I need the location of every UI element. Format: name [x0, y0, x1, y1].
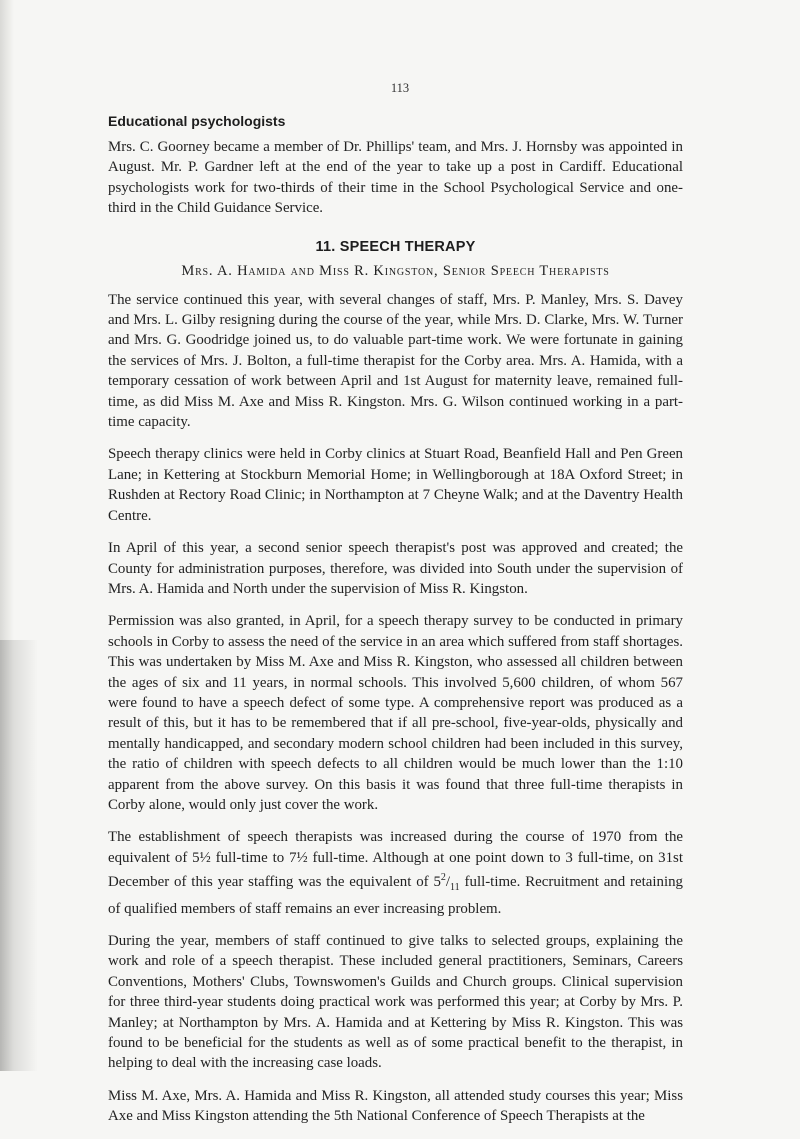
fraction-numerator: 2	[440, 872, 446, 884]
establishment-text-1: The establishment of speech therapists was increased during the course of 1970 from the equivalent of 5	[108, 829, 683, 866]
paragraph-establishment	[108, 827, 683, 919]
fraction-half-1: ½	[199, 849, 211, 866]
paragraph-clinics: Speech therapy clinics were held in Corby clinics at Stuart Road, Beanfield Hall and Pen Green Lane; in Kettering at Stockburn Memorial Home; in Wellingborough at 18A Oxford Street; in Rushden at Rectory Road Clinic; in Northampton at 7 Cheyne Walk; and at the Daventry Health Centre.	[108, 446, 683, 524]
section-heading: Educational psychologists	[108, 113, 286, 129]
paragraph-educational-psychologists: Mrs. C. Goorney became a member of Dr. Phillips' team, and Mrs. J. Hornsby was appointed in August. Mr. P. Gardner left at the end of the year to take up a post in Cardiff. Educational psychologists work for two-thirds of their time in the School Psychological Service and one-third in the Child Guidance Service.	[108, 139, 683, 217]
establishment-text-4: full-time. Recruitment and retaining of qualified members of staff remains an ever increasing problem.	[108, 874, 683, 917]
page-number: 113	[390, 81, 410, 95]
paragraph-second-senior-post: In April of this year, a second senior speech therapist's post was approved and created; the County for administration purposes, therefore, was divided into South under the supervision of Mrs. A. Hamida and North under the supervision of Miss R. Kingston.	[108, 540, 683, 597]
paragraph-staff-changes: The service continued this year, with several changes of staff, Mrs. P. Manley, Mrs. S. Davey and Mrs. L. Gilby resigning during the course of the year, while Mrs. D. Clarke, Mrs. W. Turner and Mrs. G. Goodridge joined us, to do valuable part-time work. We were fortunate in gaining the services of Mrs. J. Bolton, a full-time therapist for the Corby area. Mrs. A. Hamida, with a temporary cessation of work between April and 1st August for maternity leave, remained full-time, as did Miss M. Axe and Miss R. Kingston. Mrs. G. Wilson continued working in a part-time capacity.	[108, 291, 683, 431]
establishment-text-2: full-time to 7	[210, 849, 297, 866]
paragraph-corby-survey: Permission was also granted, in April, for a speech therapy survey to be conducted in primary schools in Corby to assess the need of the service in an area which suffered from staff shortages. This was undertaken by Miss M. Axe and Miss R. Kingston, who assessed all children between the ages of six and 11 years, in normal schools. This involved 5,600 children, of whom 567 were found to have a speech defect of some type. A comprehensive report was produced as a result of this, but it has to be remembered that if all pre-school, five-year-olds, physically and mentally handicapped, and secondary modern school children had been included in this survey, the ratio of children with speech defects to all children would be much lower than the 1:10 apparent from the above survey. On this basis it was found that three full-time therapists in Corby alone, would only just cover the work.	[108, 613, 683, 813]
paragraph-study-courses: Miss M. Axe, Mrs. A. Hamida and Miss R. Kingston, all attended study courses this year; Miss Axe and Miss Kingston attending the 5th National Conference of Speech Therapists at the	[108, 1087, 683, 1125]
fraction-slash: /	[445, 874, 451, 891]
fraction-half-2: ½	[296, 849, 308, 866]
page-body	[108, 113, 683, 1139]
senior-therapists-line: Mrs. A. Hamida and Miss R. Kingston, Senior Speech Therapists	[181, 262, 610, 279]
establishment-text-3: full-time. Although at one point down to 3 full-time, on 31st December of this year staffing was the equivalent of 5	[108, 849, 683, 891]
binding-shadow	[0, 640, 38, 1071]
fraction-denominator: 11	[450, 882, 460, 894]
paragraph-talks: During the year, members of staff continued to give talks to selected groups, explaining the work and role of a speech therapist. These included general practitioners, Seminars, Careers Conventions, Mothers' Clubs, Townswomen's Guilds and Church groups. Clinical supervision for three third-year students doing practical work was performed this year; at Corby by Mrs. P. Manley; at Northampton by Mrs. A. Hamida and at Kettering by Miss R. Kingston. This was found to be beneficial for the students as well as of some practical benefit to the therapist, in helping to deal with the increasing case loads.	[108, 932, 683, 1072]
chapter-title: 11. SPEECH THERAPY	[315, 238, 476, 255]
